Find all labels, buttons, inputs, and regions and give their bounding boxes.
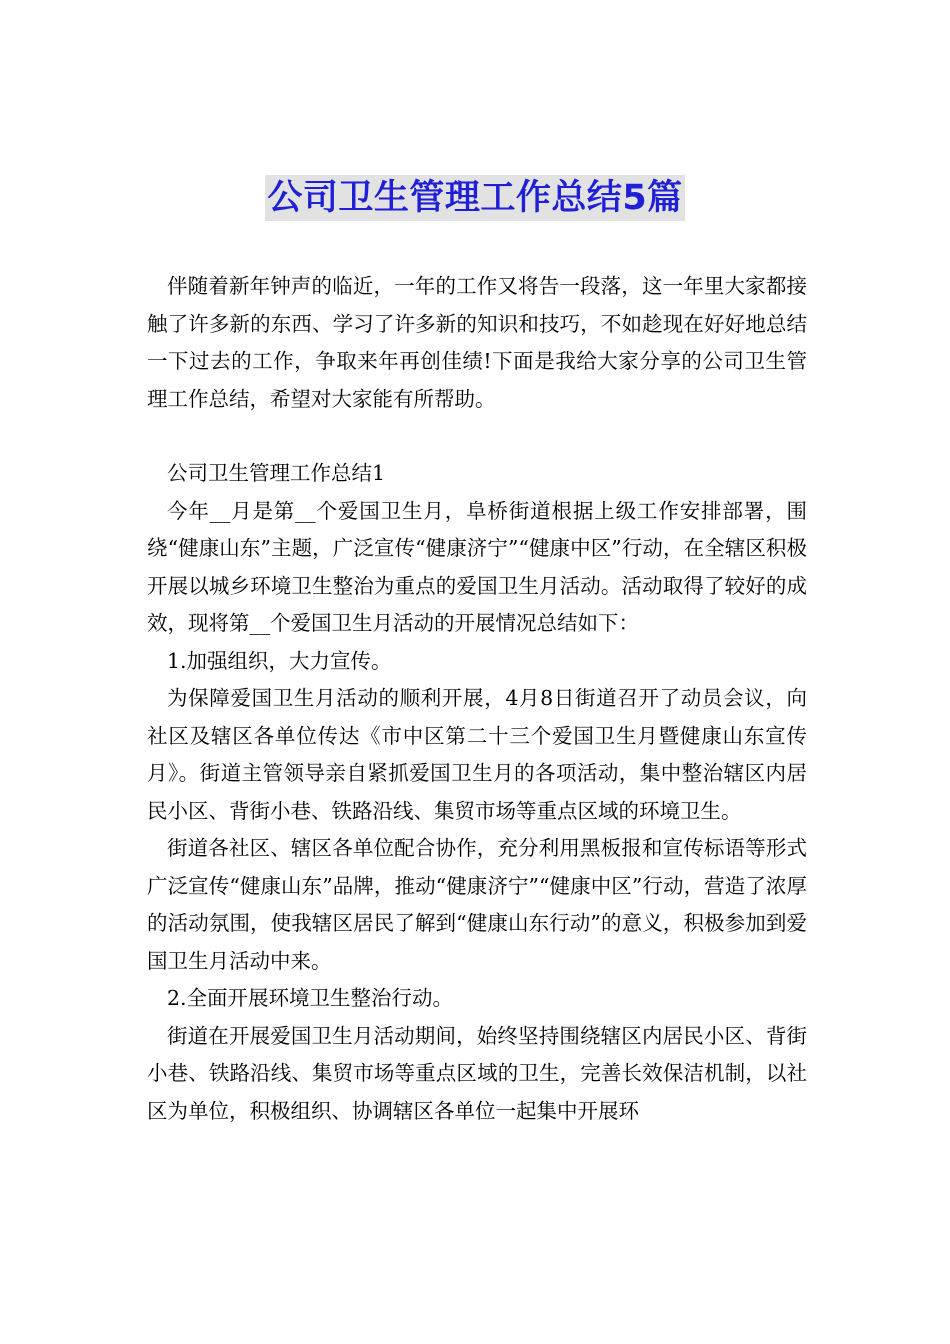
subheading: 1.加强组织，大力宣传。 <box>167 648 392 673</box>
document-body <box>147 268 807 1130</box>
document-title: 公司卫生管理工作总结5篇 <box>265 175 684 221</box>
section-heading: 公司卫生管理工作总结1 <box>167 461 386 485</box>
body-paragraph: 为保障爱国卫生月活动的顺利开展，4月8日街道召开了动员会议，向社区及辖区各单位传达《市中区第二十三个爱国卫生月暨健康山东宣传月》。街道主管领导亲自紧抓爱国卫生月的各项活动，集中整治辖区内居民小区、背街小巷、铁路沿线、集贸市场等重点区域的环境卫生。 <box>147 686 807 823</box>
intro-paragraph: 伴随着新年钟声的临近，一年的工作又将告一段落，这一年里大家都接触了许多新的东西、学习了许多新的知识和技巧，不如趁现在好好地总结一下过去的工作，争取来年再创佳绩!下面是我给大家分享的公司卫生管理工作总结，希望对大家能有所帮助。 <box>147 274 807 411</box>
body-paragraph: 街道各社区、辖区各单位配合协作，充分利用黑板报和宣传标语等形式广泛宣传“健康山东”品牌，推动“健康济宁”“健康中区”行动，营造了浓厚的活动氛围，使我辖区居民了解到“健康山东行动”的意义，积极参加到爱国卫生月活动中来。 <box>147 836 807 973</box>
body-paragraph: 街道在开展爱国卫生月活动期间，始终坚持围绕辖区内居民小区、背街小巷、铁路沿线、集贸市场等重点区域的卫生，完善长效保洁机制，以社区为单位，积极组织、协调辖区各单位一起集中开展环 <box>147 1023 807 1123</box>
body-paragraph: 今年__月是第__个爱国卫生月，阜桥街道根据上级工作安排部署，围绕“健康山东”主题，广泛宣传“健康济宁”“健康中区”行动，在全辖区积极开展以城乡环境卫生整治为重点的爱国卫生月活动。活动取得了较好的成效，现将第__个爱国卫生月活动的开展情况总结如下： <box>147 498 807 635</box>
subheading: 2.全面开展环境卫生整治行动。 <box>167 986 454 1010</box>
title-container <box>0 175 950 221</box>
